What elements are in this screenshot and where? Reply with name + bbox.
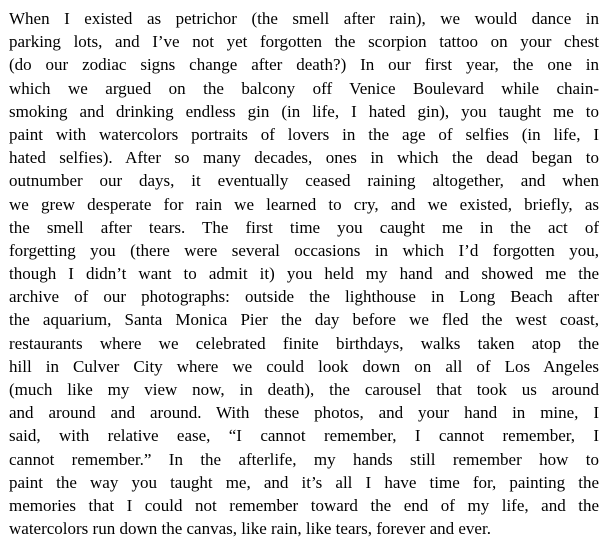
text-line: forgetting you (there were several occasions in which I’d forgotten you, bbox=[9, 240, 599, 260]
text-line: outnumber our days, it eventually ceased raining altogether, and when bbox=[9, 171, 599, 191]
text-line: paint with watercolors portraits of lovers in the age of selfies (in life, I bbox=[9, 124, 599, 144]
text-line: we grew desperate for rain we learned to cry, and we existed, briefly, as bbox=[9, 194, 599, 214]
text-line: (much like my view now, in death), the carousel that took us around bbox=[9, 380, 599, 399]
text-line: memories that I could not remember toward the end of my life, and the bbox=[9, 495, 599, 515]
text-line: the aquarium, Santa Monica Pier the day before we fled the west coast, bbox=[9, 310, 599, 330]
text-line: When I existed as petrichor (the smell after rain), we would dance in bbox=[9, 9, 599, 28]
text-line: the smell after tears. The first time you caught me in the act of bbox=[9, 217, 599, 237]
text-line: (do our zodiac signs change after death?) In our first year, the one in bbox=[9, 55, 599, 75]
text-line: though I didn’t want to admit it) you held my hand and showed me the bbox=[9, 264, 599, 284]
text-line: smoking and drinking endless gin (in life, I hated gin), you taught me to bbox=[9, 101, 599, 121]
text-line: watercolors run down the canvas, like rain, like tears, forever and ever. bbox=[9, 519, 491, 539]
text-line: which we argued on the balcony off Venice Boulevard while chain- bbox=[9, 78, 599, 98]
text-line: cannot remember.” In the afterlife, my hands still remember how to bbox=[9, 449, 599, 469]
text-line: hill in Culver City where we could look down on all of Los Angeles bbox=[9, 356, 599, 376]
text-line: restaurants where we celebrated finite birthdays, walks taken atop the bbox=[9, 333, 599, 353]
text-line: hated selfies). After so many decades, ones in which the dead began to bbox=[9, 148, 599, 168]
text-line: and around and around. With these photos, and your hand in mine, I bbox=[9, 403, 599, 423]
text-line: paint the way you taught me, and it’s all I have time for, painting the bbox=[9, 472, 599, 492]
text-line: archive of our photographs: outside the lighthouse in Long Beach after bbox=[9, 287, 599, 307]
text-line: said, with relative ease, “I cannot remember, I cannot remember, I bbox=[9, 426, 599, 446]
text-line: parking lots, and I’ve not yet forgotten the scorpion tattoo on your chest bbox=[9, 32, 599, 52]
